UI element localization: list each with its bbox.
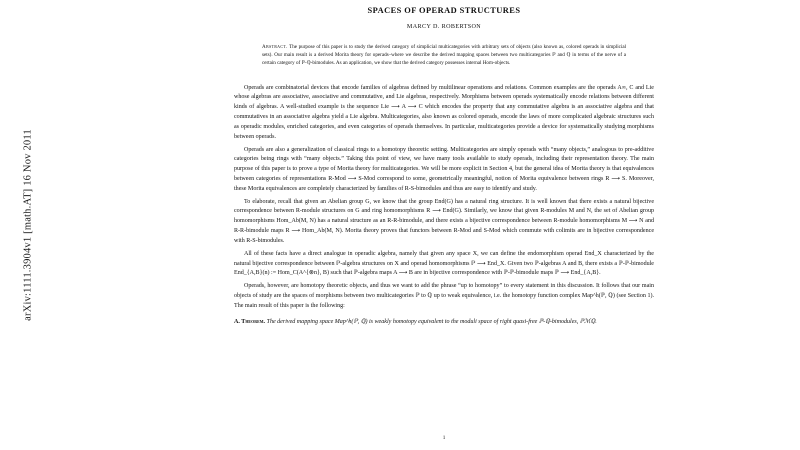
page-title: SPACES OF OPERAD STRUCTURES — [367, 6, 521, 15]
theorem-label: A. Theorem. — [234, 318, 266, 325]
paragraph: To elaborate, recall that given an Abelian group G, we know that the group End(G) has a natural ring structure. It is well known that there exists a natural bijective correspondence between R-module structures on G and ring homomorphisms R ⟶ End(G). Similarly, we know that given R-modules M and N, the set of Abelian group homomorphisms Hom_Ab(M, N) has a natural structure as an R-R-bimodule, and there exists a bijective correspondence between R-module homomorphisms M ⟶ N and R-R-bimodule maps R ⟶ Hom_Ab(M, N). Morita theory proves that functors between R-Mod and S-Mod which commute with colimits are in bijective correspondence with R-S-bimodules. — [234, 198, 654, 244]
arxiv-stamp-text: arXiv:1111.3904v1 [math.AT] 16 Nov 2011 — [22, 129, 34, 321]
paragraph: Operads, however, are homotopy theoretic objects, and thus we want to add the phrase “up to homotopy” to every statement in this discussion. It follows that our main objects of study are the spaces of morphisms between two multicategories ℙ to ℚ up to weak equivalence, i.e. the homotopy function complex Map^h(ℙ, ℚ) (see Section 1). The main result of this paper is the following: — [234, 283, 654, 309]
theorem-block — [234, 318, 654, 328]
abstract-label: Abstract. — [262, 44, 288, 50]
body-text — [234, 84, 654, 312]
author-line: MARCY D. ROBERTSON — [406, 24, 482, 30]
paper-column — [234, 0, 654, 327]
paragraph: Operads are also a generalization of classical rings to a homotopy theoretic setting. Multicategories are simply operads with “many objects,” analogous to pre-additive categories being rings with “many objects.” Taking this point of view, we have many tools available to study operads, including their representation theory. The main purpose of this paper is to prove a type of Morita theory for multicategories. We will be more explicit in Section 4, but the general idea of Morita theory is that equivalences between categories of representations R-Mod ⟶ S-Mod correspond to some, geometrically meaningful, notion of Morita equivalence between rings R ⟶ S. Moreover, these Morita equivalences are completely characterized by families of R-S-bimodules and thus are easy to identify and study. — [234, 146, 654, 192]
abstract-block — [262, 44, 626, 68]
paragraph: All of these facts have a direct analogue in operadic algebra, namely that given any space X, we can define the endomorphism operad End_X characterized by the natural bijective correspondence between ℙ-algebra structures on X and operad homomorphisms ℙ ⟶ End_X. Given two ℙ-algebras A and B, there exists a ℙ-ℙ-bimodule End_{A,B}(n) := Hom_C(A^{⊗n}, B) such that ℙ-algebra maps A ⟶ B are in bijective correspondence with ℙ-ℙ-bimodule maps ℙ ⟶ End_{A,B}. — [234, 250, 654, 277]
paragraph: Operads are combinatorial devices that encode families of algebras defined by multilinear operations and relations. Common examples are the operads A∞, C and Lie whose algebras are associative, associative and commutative, and Lie algebras, respectively. Morphisms between operads systematically encode relations between different kinds of algebras. A well-studied example is the sequence Lie ⟶ A ⟶ C which encodes the property that any commutative algebra is an associative algebra and that commutatives in an associative algebra yield a Lie algebra. Multicategories, also known as colored operads, encode the laws of more complicated algebraic structures such as operadic modules, enriched categories, and even categories of operads themselves. In particular, multicategories provide a device for systematically studying morphisms between operads. — [234, 84, 654, 140]
arxiv-stamp — [0, 0, 56, 450]
page-number: 1 — [442, 435, 446, 441]
paper-page — [56, 0, 800, 450]
abstract-text: The purpose of this paper is to study the derived category of simplicial multicategories with arbitrary sets of objects (also known as, colored operads in simplicial sets). Our main result is a derived Morita theory for operads–where we describe the derived mapping spaces between two multicategories ℙ and ℚ in terms of the nerve of a certain category of ℙ-ℚ-bimodules. As an application, we show that the derived category possesses internal Hom-objects. — [262, 44, 626, 66]
theorem-text: The derived mapping space Map^h(ℙ, ℚ) is weakly homotopy equivalent to the moduli space of right quasi-free ℙ-ℚ-bimodules, ℙℳℚ. — [266, 318, 597, 325]
